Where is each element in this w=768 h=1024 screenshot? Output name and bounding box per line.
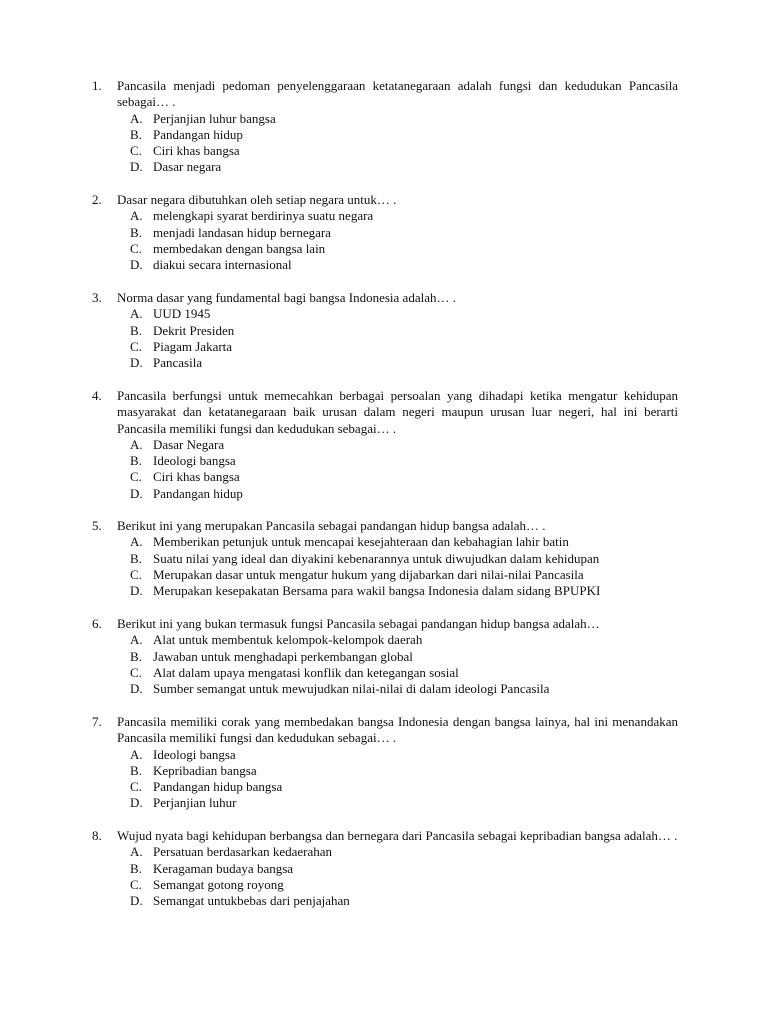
option-list: [92, 306, 678, 371]
question-number: 8.: [92, 828, 102, 843]
option-text: UUD 1945: [153, 306, 211, 322]
option-c: [130, 143, 678, 159]
option-b: [130, 551, 678, 567]
option-letter: B.: [130, 224, 142, 240]
option-text: Semangat gotong royong: [153, 876, 284, 892]
option-letter: B.: [130, 550, 142, 566]
question-text: Wujud nyata bagi kehidupan berbangsa dan bernegara dari Pancasila sebagai kepribadian bangsa adalah… .: [117, 828, 678, 843]
option-text: Merupakan kesepakatan Bersama para wakil bangsa Indonesia dalam sidang BPUPKI: [153, 583, 601, 599]
option-list: [92, 208, 678, 273]
option-letter: A.: [130, 746, 143, 762]
option-list: [92, 747, 678, 812]
option-letter: B.: [130, 453, 142, 469]
option-text: membedakan dengan bangsa lain: [153, 240, 326, 256]
question-number: 7.: [92, 714, 102, 729]
option-a: [130, 844, 678, 860]
option-text: Kepribadian bangsa: [153, 762, 257, 778]
option-list: [92, 844, 678, 909]
question-number: 6.: [92, 616, 102, 631]
option-d: [130, 681, 678, 697]
option-list: [92, 534, 678, 599]
question-2: [92, 192, 678, 273]
question-number: 1.: [92, 78, 102, 93]
option-text: Ciri khas bangsa: [153, 143, 240, 159]
option-letter: B.: [130, 126, 142, 142]
option-text: menjadi landasan hidup bernegara: [153, 224, 331, 240]
question-number: 5.: [92, 518, 102, 533]
option-d: [130, 355, 678, 371]
question-8: [92, 828, 678, 909]
option-text: Pandangan hidup: [153, 126, 243, 142]
option-letter: B.: [130, 762, 142, 778]
option-letter: A.: [130, 208, 143, 224]
option-a: [130, 208, 678, 224]
option-b: [130, 861, 678, 877]
option-text: Alat dalam upaya mengatasi konflik dan ketegangan sosial: [153, 664, 459, 680]
option-text: Perjanjian luhur: [153, 795, 237, 811]
option-text: Sumber semangat untuk mewujudkan nilai-nilai di dalam ideologi Pancasila: [153, 681, 550, 697]
option-a: [130, 632, 678, 648]
option-c: [130, 241, 678, 257]
option-letter: B.: [130, 860, 142, 876]
option-c: [130, 567, 678, 583]
option-b: [130, 763, 678, 779]
question-text: Berikut ini yang bukan termasuk fungsi Pancasila sebagai pandangan hidup bangsa adalah…: [117, 616, 600, 631]
option-d: [130, 893, 678, 909]
option-c: [130, 665, 678, 681]
option-a: [130, 534, 678, 550]
option-letter: C.: [130, 664, 142, 680]
option-b: [130, 127, 678, 143]
option-letter: C.: [130, 240, 142, 256]
question-number: 4.: [92, 388, 102, 403]
option-d: [130, 486, 678, 502]
option-letter: A.: [130, 632, 143, 648]
option-text: Merupakan dasar untuk mengatur hukum yang dijabarkan dari nilai-nilai Pancasila: [153, 566, 584, 582]
option-letter: C.: [130, 143, 142, 159]
option-text: Perjanjian luhur bangsa: [153, 110, 276, 126]
option-b: [130, 323, 678, 339]
question-text: Dasar negara dibutuhkan oleh setiap negara untuk… .: [117, 192, 397, 207]
option-c: [130, 877, 678, 893]
option-letter: C.: [130, 876, 142, 892]
question-text: Berikut ini yang merupakan Pancasila sebagai pandangan hidup bangsa adalah… .: [117, 518, 546, 533]
option-a: [130, 437, 678, 453]
option-list: [92, 632, 678, 697]
option-text: Dasar Negara: [153, 436, 225, 452]
option-letter: D.: [130, 795, 143, 811]
option-text: Alat untuk membentuk kelompok-kelompok daerah: [153, 632, 423, 648]
option-c: [130, 779, 678, 795]
option-text: Jawaban untuk menghadapi perkembangan global: [153, 648, 413, 664]
option-letter: A.: [130, 844, 143, 860]
option-c: [130, 469, 678, 485]
option-letter: D.: [130, 257, 143, 273]
option-letter: D.: [130, 583, 143, 599]
option-d: [130, 257, 678, 273]
option-letter: B.: [130, 322, 142, 338]
option-text: Suatu nilai yang ideal dan diyakini kebenarannya untuk diwujudkan dalam kehidupan: [153, 550, 600, 566]
option-letter: D.: [130, 681, 143, 697]
option-b: [130, 649, 678, 665]
option-d: [130, 583, 678, 599]
option-a: [130, 111, 678, 127]
option-b: [130, 453, 678, 469]
question-6: [92, 616, 678, 697]
question-7: [92, 714, 678, 812]
option-text: melengkapi syarat berdirinya suatu negara: [153, 208, 374, 224]
option-text: Pancasila: [153, 355, 203, 371]
question-1: [92, 78, 678, 176]
option-letter: C.: [130, 469, 142, 485]
option-text: Dasar negara: [153, 159, 222, 175]
option-text: Memberikan petunjuk untuk mencapai kesejahteraan dan kebahagian lahir batin: [153, 534, 569, 550]
option-letter: D.: [130, 355, 143, 371]
option-letter: D.: [130, 893, 143, 909]
option-text: Dekrit Presiden: [153, 322, 235, 338]
option-d: [130, 795, 678, 811]
question-text: Pancasila menjadi pedoman penyelenggaraan ketatanegaraan adalah fungsi dan kedudukan Pancasila sebagai… .: [117, 78, 678, 110]
question-5: [92, 518, 678, 599]
option-a: [130, 306, 678, 322]
option-d: [130, 159, 678, 175]
question-3: [92, 290, 678, 371]
option-text: Ciri khas bangsa: [153, 469, 240, 485]
option-text: Persatuan berdasarkan kedaerahan: [153, 844, 333, 860]
option-text: diakui secara internasional: [153, 257, 292, 273]
option-letter: C.: [130, 338, 142, 354]
question-text: Pancasila memiliki corak yang membedakan bangsa Indonesia dengan bangsa lainya, hal ini menandakan Pancasila memiliki fungsi dan kedudukan sebagai… .: [117, 714, 678, 746]
option-a: [130, 747, 678, 763]
question-4: [92, 388, 678, 502]
question-number: 3.: [92, 290, 102, 305]
option-letter: A.: [130, 436, 143, 452]
option-letter: D.: [130, 485, 143, 501]
option-letter: C.: [130, 566, 142, 582]
option-text: Pandangan hidup: [153, 485, 243, 501]
option-letter: D.: [130, 159, 143, 175]
question-text: Pancasila berfungsi untuk memecahkan berbagai persoalan yang dihadapi ketika mengatur kehidupan masyarakat dan ketatanegaraan baik urusan dalam negeri maupun urusan luar negeri, hal ini berarti Pancasila memiliki fungsi dan kedudukan sebagai… .: [117, 388, 678, 436]
option-letter: A.: [130, 534, 143, 550]
option-b: [130, 225, 678, 241]
option-text: Semangat untukbebas dari penjajahan: [153, 893, 350, 909]
option-letter: C.: [130, 779, 142, 795]
option-letter: A.: [130, 306, 143, 322]
option-list: [92, 111, 678, 176]
option-letter: B.: [130, 648, 142, 664]
question-number: 2.: [92, 192, 102, 207]
option-text: Pandangan hidup bangsa: [153, 779, 283, 795]
option-text: Ideologi bangsa: [153, 746, 236, 762]
option-text: Keragaman budaya bangsa: [153, 860, 294, 876]
question-text: Norma dasar yang fundamental bagi bangsa Indonesia adalah… .: [117, 290, 456, 305]
option-text: Ideologi bangsa: [153, 453, 236, 469]
option-c: [130, 339, 678, 355]
option-list: [92, 437, 678, 502]
option-letter: A.: [130, 110, 143, 126]
option-text: Piagam Jakarta: [153, 338, 233, 354]
